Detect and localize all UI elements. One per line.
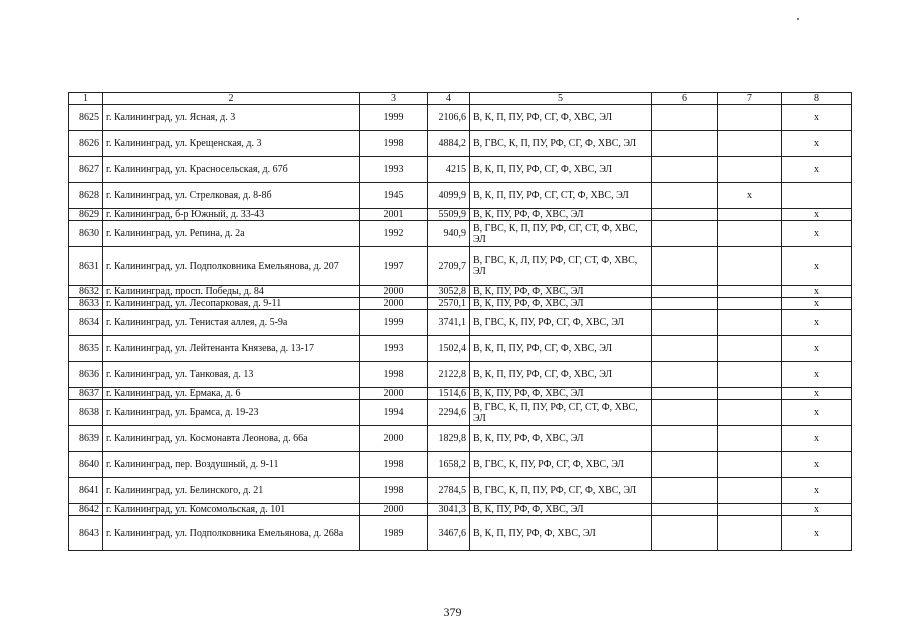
table-row — [69, 310, 852, 336]
cell-area: 3052,8 — [428, 286, 470, 298]
cell-year: 1998 — [360, 362, 428, 388]
table-row — [69, 157, 852, 183]
cell-col-7 — [718, 452, 782, 478]
cell-address: г. Калининград, ул. Ермака, д. 6 — [103, 388, 360, 400]
header-col-2: 2 — [103, 93, 360, 105]
cell-col-7 — [718, 131, 782, 157]
table-row — [69, 452, 852, 478]
cell-col-7 — [718, 426, 782, 452]
cell-col-6 — [652, 336, 718, 362]
cell-col-6 — [652, 400, 718, 426]
cell-year: 1998 — [360, 131, 428, 157]
cell-col-6 — [652, 131, 718, 157]
table-row — [69, 247, 852, 286]
cell-year: 1999 — [360, 105, 428, 131]
cell-col-6 — [652, 209, 718, 221]
cell-number: 8640 — [69, 452, 103, 478]
cell-col-6 — [652, 516, 718, 551]
cell-col-6 — [652, 310, 718, 336]
cell-area: 2570,1 — [428, 298, 470, 310]
cell-col-7 — [718, 336, 782, 362]
cell-services: В, ГВС, К, Л, ПУ, РФ, СГ, СТ, Ф, ХВС, ЭЛ — [470, 247, 652, 286]
table-row — [69, 131, 852, 157]
header-col-8: 8 — [782, 93, 852, 105]
cell-number: 8634 — [69, 310, 103, 336]
cell-col-8: x — [782, 388, 852, 400]
cell-col-6 — [652, 221, 718, 247]
cell-address: г. Калининград, ул. Подполковника Емельянова, д. 207 — [103, 247, 360, 286]
cell-col-7 — [718, 221, 782, 247]
cell-col-8: x — [782, 221, 852, 247]
cell-year: 1999 — [360, 310, 428, 336]
cell-area: 3467,6 — [428, 516, 470, 551]
cell-col-6 — [652, 478, 718, 504]
cell-year: 2000 — [360, 388, 428, 400]
cell-address: г. Калининград, ул. Танковая, д. 13 — [103, 362, 360, 388]
cell-address: г. Калининград, ул. Белинского, д. 21 — [103, 478, 360, 504]
table-row — [69, 516, 852, 551]
cell-address: г. Калининград, б-р Южный, д. 33-43 — [103, 209, 360, 221]
cell-address: г. Калининград, ул. Подполковника Емельянова, д. 268а — [103, 516, 360, 551]
cell-col-8: x — [782, 362, 852, 388]
cell-col-8: x — [782, 157, 852, 183]
cell-year: 2000 — [360, 504, 428, 516]
cell-col-6 — [652, 388, 718, 400]
header-col-6: 6 — [652, 93, 718, 105]
cell-col-8: x — [782, 247, 852, 286]
cell-address: г. Калининград, ул. Лейтенанта Князева, д. 13-17 — [103, 336, 360, 362]
scan-speck — [797, 18, 799, 20]
cell-number: 8636 — [69, 362, 103, 388]
cell-year: 1998 — [360, 452, 428, 478]
cell-services: В, ГВС, К, П, ПУ, РФ, СГ, Ф, ХВС, ЭЛ — [470, 131, 652, 157]
cell-number: 8637 — [69, 388, 103, 400]
cell-area: 1658,2 — [428, 452, 470, 478]
cell-year: 1992 — [360, 221, 428, 247]
cell-address: г. Калининград, ул. Крещенская, д. 3 — [103, 131, 360, 157]
cell-year: 1994 — [360, 400, 428, 426]
cell-col-7 — [718, 516, 782, 551]
cell-area: 4884,2 — [428, 131, 470, 157]
cell-address: г. Калининград, пер. Воздушный, д. 9-11 — [103, 452, 360, 478]
table-row — [69, 362, 852, 388]
cell-col-8: x — [782, 336, 852, 362]
cell-area: 4099,9 — [428, 183, 470, 209]
cell-year: 2000 — [360, 286, 428, 298]
cell-services: В, К, ПУ, РФ, Ф, ХВС, ЭЛ — [470, 209, 652, 221]
cell-col-8: x — [782, 131, 852, 157]
cell-area: 2106,6 — [428, 105, 470, 131]
cell-col-7 — [718, 388, 782, 400]
cell-number: 8628 — [69, 183, 103, 209]
cell-services: В, К, ПУ, РФ, Ф, ХВС, ЭЛ — [470, 298, 652, 310]
cell-address: г. Калининград, ул. Космонавта Леонова, д. 66а — [103, 426, 360, 452]
cell-col-6 — [652, 298, 718, 310]
cell-address: г. Калининград, ул. Комсомольская, д. 101 — [103, 504, 360, 516]
header-col-7: 7 — [718, 93, 782, 105]
table-row — [69, 400, 852, 426]
cell-area: 1514,6 — [428, 388, 470, 400]
cell-number: 8635 — [69, 336, 103, 362]
cell-col-8: x — [782, 286, 852, 298]
cell-number: 8643 — [69, 516, 103, 551]
table-row — [69, 478, 852, 504]
cell-col-6 — [652, 286, 718, 298]
cell-area: 940,9 — [428, 221, 470, 247]
table-row — [69, 426, 852, 452]
table-row — [69, 388, 852, 400]
cell-col-8 — [782, 183, 852, 209]
cell-services: В, К, ПУ, РФ, Ф, ХВС, ЭЛ — [470, 504, 652, 516]
cell-year: 1993 — [360, 157, 428, 183]
cell-number: 8633 — [69, 298, 103, 310]
cell-services: В, ГВС, К, П, ПУ, РФ, СГ, Ф, ХВС, ЭЛ — [470, 478, 652, 504]
cell-number: 8641 — [69, 478, 103, 504]
cell-area: 1502,4 — [428, 336, 470, 362]
cell-col-8: x — [782, 504, 852, 516]
table-row — [69, 183, 852, 209]
cell-address: г. Калининград, ул. Брамса, д. 19-23 — [103, 400, 360, 426]
header-col-3: 3 — [360, 93, 428, 105]
cell-col-6 — [652, 105, 718, 131]
cell-col-7 — [718, 286, 782, 298]
cell-col-7 — [718, 157, 782, 183]
cell-year: 1993 — [360, 336, 428, 362]
cell-year: 1998 — [360, 478, 428, 504]
cell-area: 2294,6 — [428, 400, 470, 426]
cell-col-8: x — [782, 209, 852, 221]
cell-col-8: x — [782, 516, 852, 551]
cell-services: В, ГВС, К, ПУ, РФ, СГ, Ф, ХВС, ЭЛ — [470, 310, 652, 336]
cell-number: 8632 — [69, 286, 103, 298]
cell-col-6 — [652, 247, 718, 286]
cell-year: 2001 — [360, 209, 428, 221]
table-row — [69, 286, 852, 298]
table-row — [69, 336, 852, 362]
cell-services: В, К, П, ПУ, РФ, Ф, ХВС, ЭЛ — [470, 516, 652, 551]
cell-col-6 — [652, 426, 718, 452]
cell-col-6 — [652, 157, 718, 183]
cell-col-7: x — [718, 183, 782, 209]
cell-services: В, К, П, ПУ, РФ, СГ, Ф, ХВС, ЭЛ — [470, 362, 652, 388]
page-number: 379 — [443, 605, 462, 619]
table-body — [69, 105, 852, 551]
header-col-4: 4 — [428, 93, 470, 105]
cell-services: В, К, ПУ, РФ, Ф, ХВС, ЭЛ — [470, 426, 652, 452]
cell-services: В, К, П, ПУ, РФ, СГ, Ф, ХВС, ЭЛ — [470, 105, 652, 131]
cell-number: 8642 — [69, 504, 103, 516]
table-row — [69, 298, 852, 310]
cell-col-7 — [718, 105, 782, 131]
register-table — [68, 92, 852, 551]
cell-address: г. Калининград, просп. Победы, д. 84 — [103, 286, 360, 298]
cell-col-8: x — [782, 400, 852, 426]
cell-col-7 — [718, 247, 782, 286]
table-header — [69, 93, 852, 105]
cell-area: 4215 — [428, 157, 470, 183]
cell-area: 2122,8 — [428, 362, 470, 388]
cell-number: 8630 — [69, 221, 103, 247]
cell-address: г. Калининград, ул. Лесопарковая, д. 9-11 — [103, 298, 360, 310]
cell-col-7 — [718, 298, 782, 310]
cell-col-7 — [718, 362, 782, 388]
cell-number: 8627 — [69, 157, 103, 183]
cell-number: 8625 — [69, 105, 103, 131]
cell-address: г. Калининград, ул. Репина, д. 2а — [103, 221, 360, 247]
cell-services: В, К, П, ПУ, РФ, СГ, Ф, ХВС, ЭЛ — [470, 157, 652, 183]
table-row — [69, 504, 852, 516]
cell-col-7 — [718, 209, 782, 221]
cell-col-6 — [652, 452, 718, 478]
cell-number: 8638 — [69, 400, 103, 426]
cell-area: 5509,9 — [428, 209, 470, 221]
cell-area: 2784,5 — [428, 478, 470, 504]
cell-col-6 — [652, 362, 718, 388]
cell-col-7 — [718, 504, 782, 516]
cell-number: 8629 — [69, 209, 103, 221]
cell-services: В, К, П, ПУ, РФ, СГ, СТ, Ф, ХВС, ЭЛ — [470, 183, 652, 209]
cell-address: г. Калининград, ул. Стрелковая, д. 8-8б — [103, 183, 360, 209]
cell-year: 2000 — [360, 426, 428, 452]
cell-col-7 — [718, 400, 782, 426]
header-col-1: 1 — [69, 93, 103, 105]
table-row — [69, 105, 852, 131]
cell-services: В, ГВС, К, П, ПУ, РФ, СГ, СТ, Ф, ХВС, ЭЛ — [470, 400, 652, 426]
cell-number: 8639 — [69, 426, 103, 452]
cell-col-8: x — [782, 310, 852, 336]
cell-col-7 — [718, 310, 782, 336]
cell-number: 8631 — [69, 247, 103, 286]
cell-col-7 — [718, 478, 782, 504]
header-row — [69, 93, 852, 105]
cell-area: 1829,8 — [428, 426, 470, 452]
cell-area: 2709,7 — [428, 247, 470, 286]
table-row — [69, 221, 852, 247]
cell-year: 2000 — [360, 298, 428, 310]
cell-year: 1997 — [360, 247, 428, 286]
cell-area: 3041,3 — [428, 504, 470, 516]
cell-address: г. Калининград, ул. Тенистая аллея, д. 5-9а — [103, 310, 360, 336]
cell-col-8: x — [782, 426, 852, 452]
cell-services: В, ГВС, К, ПУ, РФ, СГ, Ф, ХВС, ЭЛ — [470, 452, 652, 478]
header-col-5: 5 — [470, 93, 652, 105]
cell-col-8: x — [782, 452, 852, 478]
cell-col-6 — [652, 183, 718, 209]
cell-address: г. Калининград, ул. Ясная, д. 3 — [103, 105, 360, 131]
cell-year: 1945 — [360, 183, 428, 209]
cell-col-8: x — [782, 478, 852, 504]
cell-services: В, К, ПУ, РФ, Ф, ХВС, ЭЛ — [470, 286, 652, 298]
cell-col-8: x — [782, 105, 852, 131]
cell-address: г. Калининград, ул. Красносельская, д. 67б — [103, 157, 360, 183]
cell-services: В, К, ПУ, РФ, Ф, ХВС, ЭЛ — [470, 388, 652, 400]
cell-services: В, К, П, ПУ, РФ, СГ, Ф, ХВС, ЭЛ — [470, 336, 652, 362]
cell-area: 3741,1 — [428, 310, 470, 336]
cell-number: 8626 — [69, 131, 103, 157]
cell-col-6 — [652, 504, 718, 516]
cell-col-8: x — [782, 298, 852, 310]
cell-year: 1989 — [360, 516, 428, 551]
table-row — [69, 209, 852, 221]
cell-services: В, ГВС, К, П, ПУ, РФ, СГ, СТ, Ф, ХВС, ЭЛ — [470, 221, 652, 247]
